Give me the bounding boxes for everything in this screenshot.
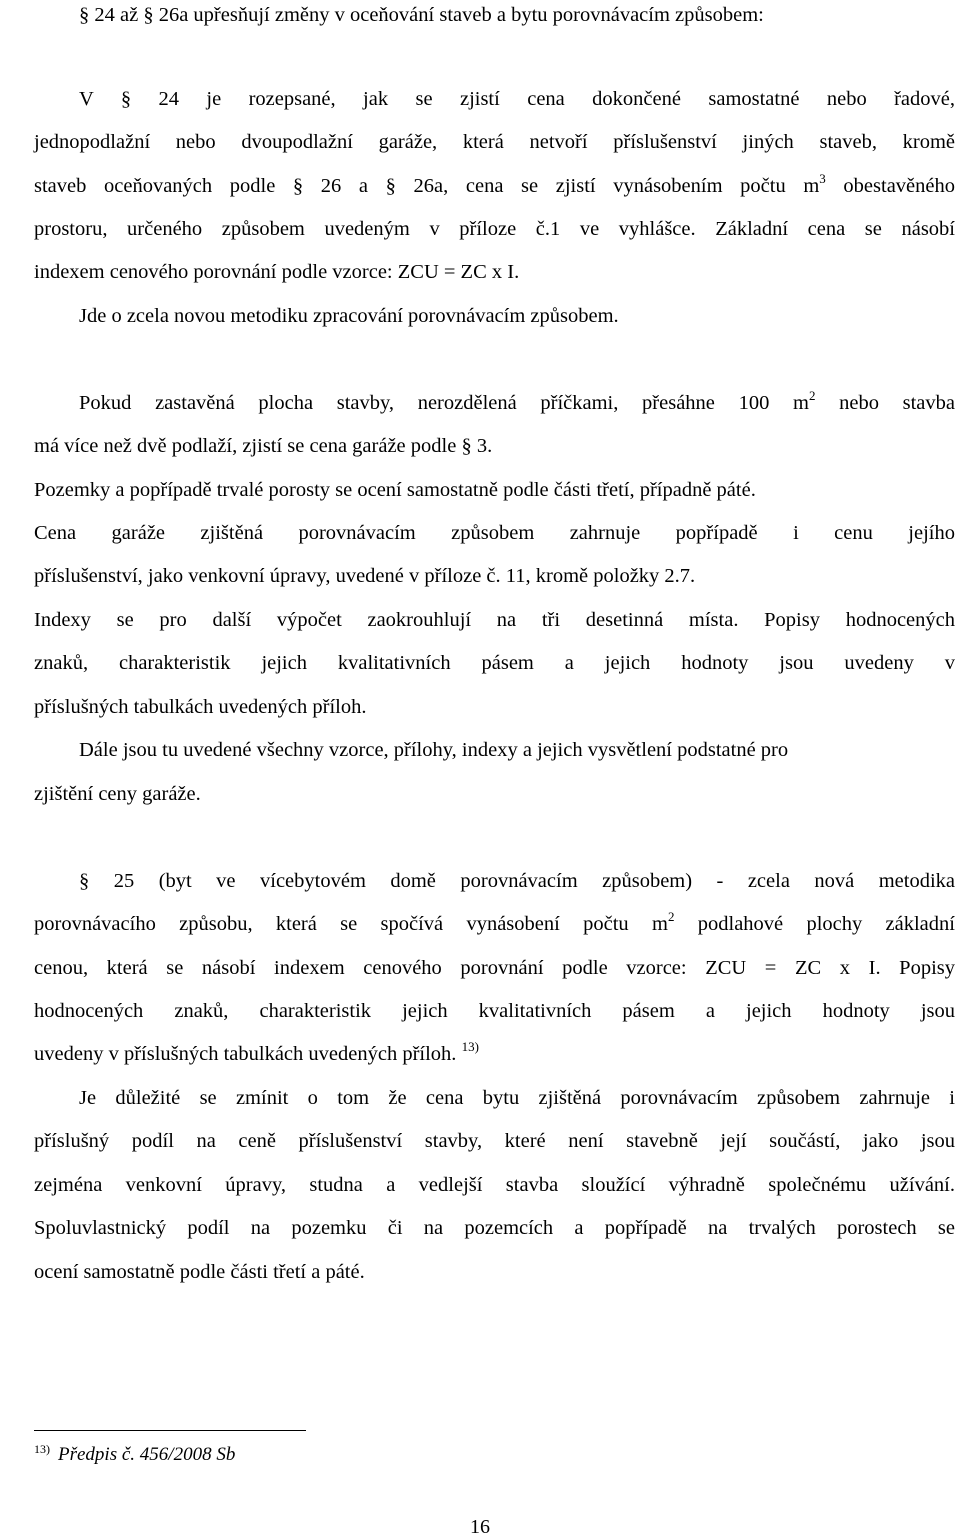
paragraph-line xyxy=(34,171,955,197)
paragraph-line: znaků, charakteristik jejich kvalitativních pásem a jejich hodnoty jsou uvedeny v xyxy=(34,652,955,674)
footnote-mark: 13) xyxy=(34,1442,50,1456)
paragraph-line: zjištění ceny garáže. xyxy=(34,783,201,805)
page-number: 16 xyxy=(470,1516,490,1538)
superscript: 3 xyxy=(819,171,826,186)
text-run: staveb oceňovaných podle § 26 a § 26a, cena se zjistí vynásobením počtu m xyxy=(34,175,820,197)
paragraph-line: ocení samostatně podle části třetí a páté. xyxy=(34,1261,365,1283)
paragraph-line: V § 24 je rozepsané, jak se zjistí cena dokončené samostatné nebo řadové, xyxy=(79,88,955,110)
paragraph-line: Spoluvlastnický podíl na pozemku či na pozemcích a popřípadě na trvalých porostech se xyxy=(34,1217,955,1239)
text-run: nebo stavba xyxy=(815,392,955,414)
paragraph-line: indexem cenového porovnání podle vzorce: ZCU = ZC x I. xyxy=(34,261,520,283)
footnote-text: Předpis č. 456/2008 Sb xyxy=(58,1444,236,1465)
paragraph-line: příslušenství, jako venkovní úpravy, uvedené v příloze č. 11, kromě položky 2.7. xyxy=(34,565,696,587)
superscript: 2 xyxy=(808,388,816,403)
footnote-divider xyxy=(34,1430,306,1431)
superscript: 2 xyxy=(667,909,675,924)
paragraph-line: Je důležité se zmínit o tom že cena bytu zjištěná porovnávacím způsobem zahrnuje i xyxy=(79,1087,955,1109)
paragraph-line: § 25 (byt ve vícebytovém domě porovnávacím způsobem) - zcela nová metodika xyxy=(79,870,955,892)
paragraph-line: Cena garáže zjištěná porovnávacím způsobem zahrnuje popřípadě i cenu jejího xyxy=(34,522,955,544)
text-run: obestavěného xyxy=(825,175,955,197)
text-run: porovnávacího způsobu, která se spočívá vynásobení počtu m xyxy=(34,913,668,935)
text-run: uvedeny v příslušných tabulkách uvedených příloh. xyxy=(34,1043,462,1065)
paragraph-line: příslušný podíl na ceně příslušenství stavby, které není stavebně její součástí, jako jsou xyxy=(34,1130,955,1152)
paragraph-line: hodnocených znaků, charakteristik jejich kvalitativních pásem a jejich hodnoty jsou xyxy=(34,1000,955,1022)
text-run: podlahové plochy základní xyxy=(674,913,955,935)
paragraph-line: příslušných tabulkách uvedených příloh. xyxy=(34,696,367,718)
footnote-reference[interactable]: 13) xyxy=(461,1039,479,1054)
paragraph-line: cenou, která se násobí indexem cenového porovnání podle vzorce: ZCU = ZC x I. Popisy xyxy=(34,957,955,979)
paragraph-line: Indexy se pro další výpočet zaokrouhlují na tři desetinná místa. Popisy hodnocených xyxy=(34,609,955,631)
paragraph-line: jednopodlažní nebo dvoupodlažní garáže, která netvoří příslušenství jiných staveb, kromě xyxy=(34,131,955,153)
paragraph-line xyxy=(34,909,955,935)
paragraph-line: má více než dvě podlaží, zjistí se cena garáže podle § 3. xyxy=(34,435,493,457)
paragraph-line: Dále jsou tu uvedené všechny vzorce, přílohy, indexy a jejich vysvětlení podstatné pro xyxy=(79,739,789,761)
footnote xyxy=(34,1442,236,1465)
paragraph-line: Jde o zcela novou metodiku zpracování porovnávacím způsobem. xyxy=(79,305,619,327)
paragraph-line: Pozemky a popřípadě trvalé porosty se ocení samostatně podle části třetí, případně páté. xyxy=(34,479,756,501)
paragraph-line xyxy=(79,388,955,414)
text-run: Pokud zastavěná plocha stavby, nerozdělená příčkami, přesáhne 100 m xyxy=(79,392,809,414)
paragraph-line xyxy=(34,1039,479,1065)
paragraph-line: prostoru, určeného způsobem uvedeným v příloze č.1 ve vyhlášce. Základní cena se násobí xyxy=(34,218,955,240)
section-heading-line: § 24 až § 26a upřesňují změny v oceňování staveb a bytu porovnávacím způsobem: xyxy=(79,4,764,26)
paragraph-line: zejména venkovní úpravy, studna a vedlejší stavba sloužící výhradně společnému užívání. xyxy=(34,1174,955,1196)
